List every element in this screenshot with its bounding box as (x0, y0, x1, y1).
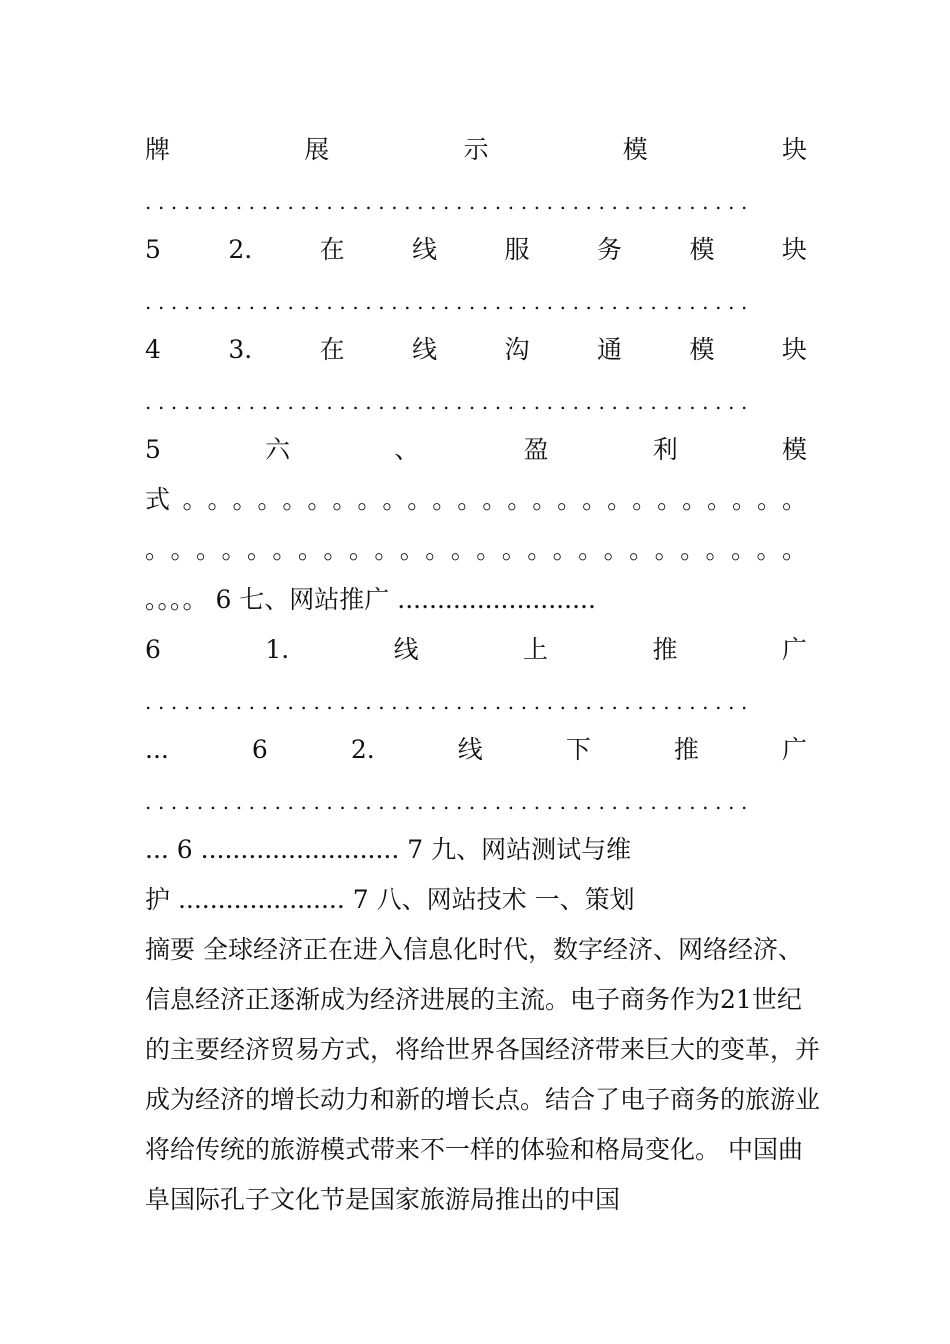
toc-number: 2. (228, 235, 253, 264)
toc-page-number: 4 (145, 335, 161, 364)
toc-dots: ............................................... (145, 690, 754, 714)
toc-page-number: 5 (145, 235, 161, 264)
toc-char: 下 (565, 735, 591, 764)
toc-char: 服 (504, 235, 530, 264)
toc-page-number: 6 (251, 735, 268, 764)
toc-char: 模 (689, 335, 715, 364)
toc-number: 2. (350, 735, 375, 764)
toc-char: 广 (781, 635, 807, 664)
toc-dots: ............................................... (145, 290, 754, 314)
toc-leader (145, 182, 807, 222)
toc-char: 块 (781, 335, 807, 364)
toc-text: 式。。。。。。。。。。。。。。。。。。。。。。。。。 (145, 485, 807, 514)
toc-char: 上 (523, 635, 549, 664)
toc-char: 线 (412, 335, 438, 364)
toc-char: 模 (781, 435, 807, 464)
toc-char: 块 (781, 135, 807, 164)
toc-text: 。。。。 6 七、网站推广 ......................... (145, 585, 596, 614)
toc-text: ... 6 ......................... 7 九、网站测试与维 (145, 835, 632, 864)
toc-line (145, 630, 807, 670)
toc-char: 务 (597, 235, 623, 264)
toc-line (145, 330, 807, 370)
toc-char: 、 (394, 435, 420, 464)
toc-line (145, 830, 807, 870)
toc-char: 推 (652, 635, 678, 664)
toc-page-number: 6 (145, 635, 161, 664)
toc-text: 护 ..................... 7 八、网站技术 一、策划 (145, 885, 635, 914)
toc-char: 模 (689, 235, 715, 264)
toc-char: 通 (597, 335, 623, 364)
toc-char: 在 (319, 335, 345, 364)
toc-char: 在 (319, 235, 345, 264)
toc-line (145, 480, 807, 520)
toc-char: 盈 (523, 435, 549, 464)
toc-line (145, 880, 807, 920)
toc-line (145, 230, 807, 270)
toc-dots: ............................................... (145, 390, 754, 414)
toc-char: 牌 (145, 135, 171, 164)
toc-char: 广 (781, 735, 807, 764)
toc-leader (145, 382, 807, 422)
toc-line (145, 130, 807, 170)
toc-char: 线 (412, 235, 438, 264)
toc-char: 沟 (504, 335, 530, 364)
toc-char: 线 (457, 735, 483, 764)
toc-char: 示 (463, 135, 489, 164)
toc-char: 六 (265, 435, 291, 464)
summary-paragraph: 摘要 全球经济正在进入信息化时代，数字经济、网络经济、信息经济正逐渐成为经济进展的主流。电子商务作为21世纪的主要经济贸易方式，将给世界各国经济带来巨大的变革，并成为经济的增长动力和新的增长点。结合了电子商务的旅游业将给传统的旅游模式带来不一样的体验和格局变化。 中国曲阜国际孔子文化节是国家旅游局推出的中国 (145, 935, 821, 1214)
toc-line (145, 730, 807, 770)
toc-dots: ............................................... (145, 790, 754, 814)
toc-line (145, 430, 807, 470)
toc-leader (145, 782, 807, 822)
toc-char: 展 (304, 135, 330, 164)
toc-char: 模 (622, 135, 648, 164)
toc-line (145, 580, 807, 620)
toc-char: 线 (393, 635, 419, 664)
toc-char: 块 (781, 235, 807, 264)
toc-number: 3. (228, 335, 253, 364)
toc-dots: ............................................... (145, 190, 754, 214)
toc-char: 利 (652, 435, 678, 464)
toc-number: 1. (265, 635, 290, 664)
toc-leader (145, 682, 807, 722)
toc-dots-short: ... (145, 735, 169, 764)
toc-line (145, 530, 807, 570)
toc-leader (145, 282, 807, 322)
toc-char: 推 (673, 735, 699, 764)
toc-page-number: 5 (145, 435, 161, 464)
toc-text: 。。。。。。。。。。。。。。。。。。。。。。。。。。 (145, 535, 807, 564)
